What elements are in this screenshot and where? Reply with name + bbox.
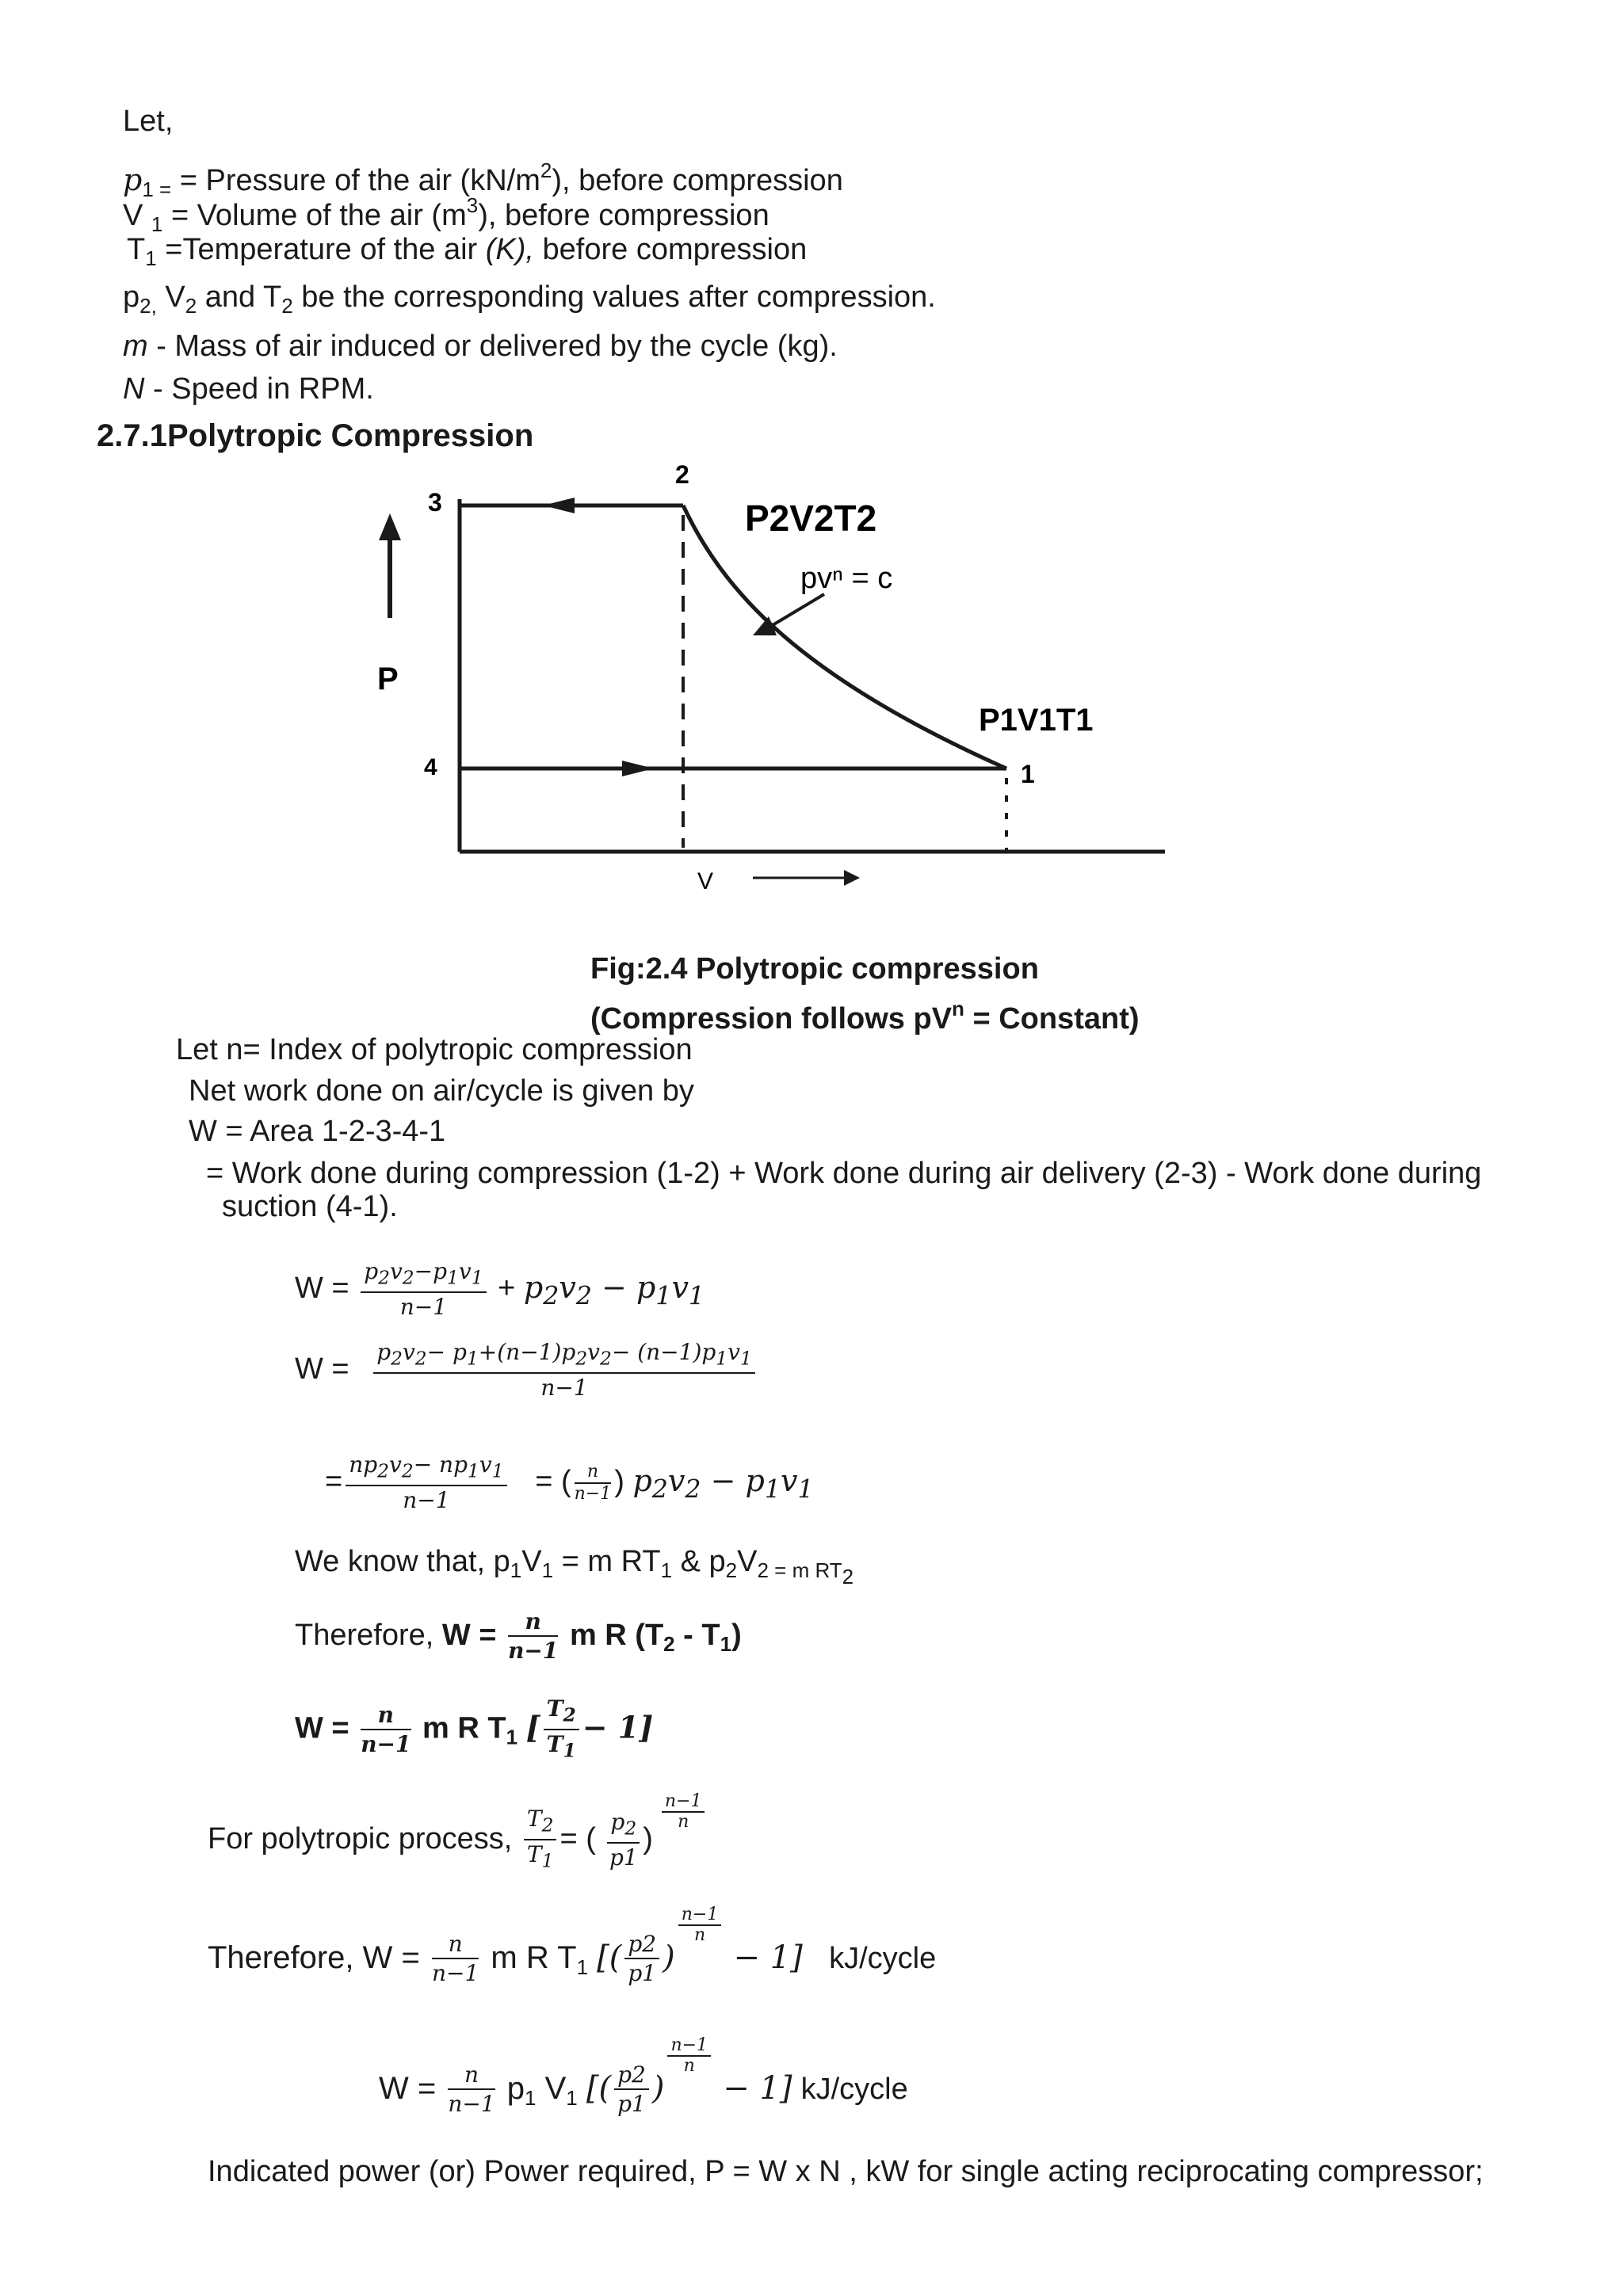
index-text: Let n= Index of polytropic compression [176, 1033, 693, 1066]
power-text: Indicated power (or) Power required, P = W x N , kW for single acting reciprocating compressor; [208, 2155, 1484, 2188]
section-heading: 2.7.1Polytropic Compression [97, 418, 534, 453]
sum-text-2: suction (4-1). [222, 1190, 398, 1223]
work-temperature-equation: Therefore, W = $\frac{n}{n-1}$ m R $(T_2 - T_1)$ [295, 1608, 742, 1664]
delivery-arrow [543, 498, 575, 513]
m-definition: m - Mass of air induced or delivered by the cycle (kg). [123, 330, 838, 363]
v1-definition: V $_1$ = Volume of the air $(m^3)$, before compression [123, 193, 769, 236]
work-ratio-equation: W = $\frac{n}{n-1}$ m R $T_1$ [ $\frac{T_2}{T_1}$ − 1] [295, 1695, 654, 1762]
label-1: 1 [1021, 760, 1035, 788]
p2-definition: $p_{2,}$ $V_2$ and $T_2$ be the corresponding values after compression. [123, 280, 936, 318]
net-work-text: Net work done on air/cycle is given by [189, 1074, 694, 1108]
n-definition: N - Speed in RPM. [123, 372, 374, 406]
equation-2: W = $\frac{p_2v_2- p_1+(n-1)p_2v_2- (n-1)p_1v_1}{n-1}$ [295, 1339, 758, 1402]
polytropic-law-label: pvⁿ = c [800, 562, 893, 595]
polytropic-relation: For polytropic process, $\frac{T_2}{T_1}$ = ( $\frac{p_2}{p1}$ ) $^{\frac{n-1}{n}}$ [208, 1792, 708, 1875]
label-4: 4 [424, 754, 437, 780]
work-volume-equation: W = $\frac{n}{n-1}$ $p_1$ $V_1$ [( $\frac{p2}{p1}$ ) $^{\frac{n-1}{n}}$ − 1] kJ/cycle [379, 2035, 908, 2118]
label-3: 3 [428, 488, 442, 517]
suction-arrow [622, 761, 654, 776]
state1-label: P1V1T1 [979, 703, 1094, 738]
area-text: W = Area 1-2-3-4-1 [189, 1115, 446, 1148]
work-pressure-equation: Therefore, W = $\frac{n}{n-1}$ m R $T_1$ [( $\frac{p2}{p1}$ ) $^{\frac{n-1}{n}}$ − 1] kJ/cycle [208, 1905, 937, 1987]
state2-label: P2V2T2 [745, 498, 877, 539]
figure-caption: Fig:2.4 Polytropic compression [590, 952, 1039, 986]
pv-diagram [349, 452, 1189, 895]
v-arrow-head [844, 870, 860, 886]
axis-v-label: V [697, 868, 714, 894]
p1-definition: $p_{1 =}$ = Pressure of the air $(kN/m^2)$, before compression [123, 158, 843, 201]
figure-caption-2: (Compression follows $pV^n$ = Constant) [590, 997, 1140, 1035]
sum-text-1: = Work done during compression (1-2) + Work done during air delivery (2-3) - Work done during [206, 1157, 1482, 1190]
gas-law-text: We know that, $p_1V_1 = m$ $RT_1$ & $p_2V_{2 = m RT2}$ [295, 1545, 854, 1589]
equation-1: W = $\frac{p_2v_2-p_1v_1}{n-1}$ + $p_2v_2 - p_1v_1$ [295, 1258, 705, 1320]
axis-p-label: P [377, 662, 399, 696]
t1-definition: $T_1$ =Temperature of the air (K), before compression [127, 233, 808, 270]
compression-curve [683, 505, 1006, 769]
p-arrow-head [379, 513, 401, 540]
let-text: Let, [123, 105, 174, 138]
equation-3: = $\frac{np_2v_2- np_1v_1}{n-1}$ = ( $\frac{n}{n-1}$ ) $p_2v_2 - p_1v_1$ [325, 1451, 814, 1513]
label-2: 2 [675, 460, 689, 489]
